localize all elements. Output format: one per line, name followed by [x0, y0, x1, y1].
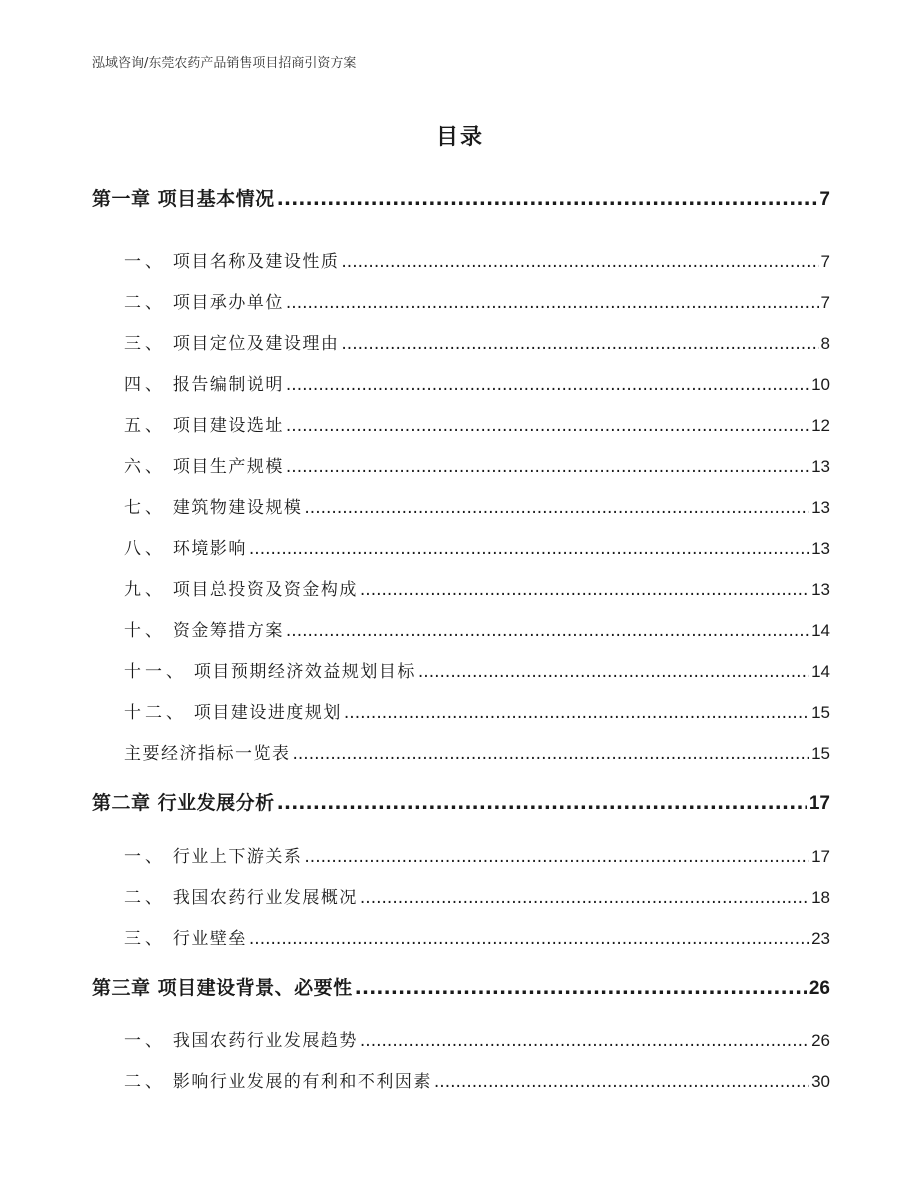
entry-label: 十一、 项目预期经济效益规划目标	[124, 662, 416, 682]
page-number: 14	[811, 621, 830, 640]
entry-label: 八、 环境影响	[124, 539, 247, 559]
entry-label: 四、 报告编制说明	[124, 375, 284, 395]
entry-label: 一、 项目名称及建设性质	[124, 252, 340, 272]
entry-label: 第一章 项目基本情况	[92, 188, 275, 210]
toc-entry-section[interactable]	[92, 411, 830, 436]
toc-entry-chapter-1[interactable]	[92, 184, 830, 211]
entry-label: 十二、 项目建设进度规划	[124, 703, 342, 723]
entry-label: 三、 项目定位及建设理由	[124, 334, 340, 354]
leader-dots	[277, 792, 807, 814]
entry-label: 二、 我国农药行业发展概况	[124, 888, 358, 908]
toc-entry-section[interactable]	[92, 493, 830, 518]
page-number: 30	[811, 1072, 830, 1091]
toc-entry-section[interactable]	[92, 1067, 830, 1092]
toc-entry-section[interactable]	[92, 883, 830, 908]
leader-dots	[249, 929, 809, 949]
page-number: 7	[820, 252, 830, 271]
entry-label: 十、 资金筹措方案	[124, 621, 284, 641]
entry-label: 一、 我国农药行业发展趋势	[124, 1031, 358, 1051]
entry-label: 第二章 行业发展分析	[92, 792, 275, 814]
leader-dots	[341, 334, 818, 354]
toc-title: 目录	[435, 125, 484, 150]
toc-entry-section[interactable]	[92, 288, 830, 313]
leader-dots	[304, 498, 809, 518]
entry-label: 第三章 项目建设背景、必要性	[92, 977, 353, 999]
table-of-contents	[92, 0, 830, 1191]
toc-entry-section[interactable]	[92, 247, 830, 272]
toc-entry-section[interactable]	[92, 616, 830, 641]
leader-dots	[341, 252, 818, 272]
leader-dots	[293, 744, 810, 764]
toc-entry-section[interactable]	[92, 924, 830, 949]
page-number: 7	[820, 293, 830, 312]
leader-dots	[344, 703, 809, 723]
page-number: 26	[811, 1031, 830, 1050]
entry-label: 二、 影响行业发展的有利和不利因素	[124, 1072, 432, 1092]
page-number: 18	[811, 888, 830, 907]
page-number: 15	[811, 703, 830, 722]
entry-label: 主要经济指标一览表	[124, 744, 291, 764]
toc-entry-section[interactable]	[92, 575, 830, 600]
leader-dots	[286, 293, 819, 313]
toc-entry-section[interactable]	[92, 842, 830, 867]
leader-dots	[277, 188, 818, 210]
toc-entry-section[interactable]	[92, 452, 830, 477]
entry-label: 九、 项目总投资及资金构成	[124, 580, 358, 600]
toc-entry-section[interactable]	[92, 657, 830, 682]
page-number: 13	[811, 498, 830, 517]
page-number: 14	[811, 662, 830, 681]
leader-dots	[304, 847, 809, 867]
page-number: 10	[811, 375, 830, 394]
entry-label: 一、 行业上下游关系	[124, 847, 303, 867]
leader-dots	[355, 977, 807, 999]
page-number: 26	[808, 978, 830, 999]
page-number: 7	[819, 189, 830, 210]
toc-entry-chapter-2[interactable]	[92, 788, 830, 815]
toc-entry-section[interactable]	[92, 739, 830, 764]
page-number: 12	[811, 416, 830, 435]
leader-dots	[286, 457, 809, 477]
toc-entry-section[interactable]	[92, 1026, 830, 1051]
leader-dots	[360, 580, 809, 600]
leader-dots	[286, 416, 809, 436]
page-number: 13	[811, 580, 830, 599]
leader-dots	[360, 888, 809, 908]
toc-entry-section[interactable]	[92, 370, 830, 395]
entry-label: 七、 建筑物建设规模	[124, 498, 303, 518]
entry-label: 六、 项目生产规模	[124, 457, 284, 477]
leader-dots	[418, 662, 809, 682]
entry-label: 五、 项目建设选址	[124, 416, 284, 436]
toc-entry-section[interactable]	[92, 329, 830, 354]
page-number: 15	[811, 744, 830, 763]
page-header: 泓域咨询/东莞农药产品销售项目招商引资方案	[92, 56, 357, 71]
entry-label: 三、 行业壁垒	[124, 929, 247, 949]
toc-entry-section[interactable]	[92, 698, 830, 723]
leader-dots	[249, 539, 809, 559]
leader-dots	[360, 1031, 809, 1051]
leader-dots	[286, 375, 809, 395]
toc-entry-chapter-3[interactable]	[92, 973, 830, 1000]
page-number: 23	[811, 929, 830, 948]
page-number: 13	[811, 457, 830, 476]
leader-dots	[286, 621, 809, 641]
leader-dots	[434, 1072, 809, 1092]
page-number: 13	[811, 539, 830, 558]
entry-label: 二、 项目承办单位	[124, 293, 284, 313]
toc-entry-section[interactable]	[92, 534, 830, 559]
page-number: 17	[808, 793, 830, 814]
page-number: 8	[820, 334, 830, 353]
page-number: 17	[811, 847, 830, 866]
